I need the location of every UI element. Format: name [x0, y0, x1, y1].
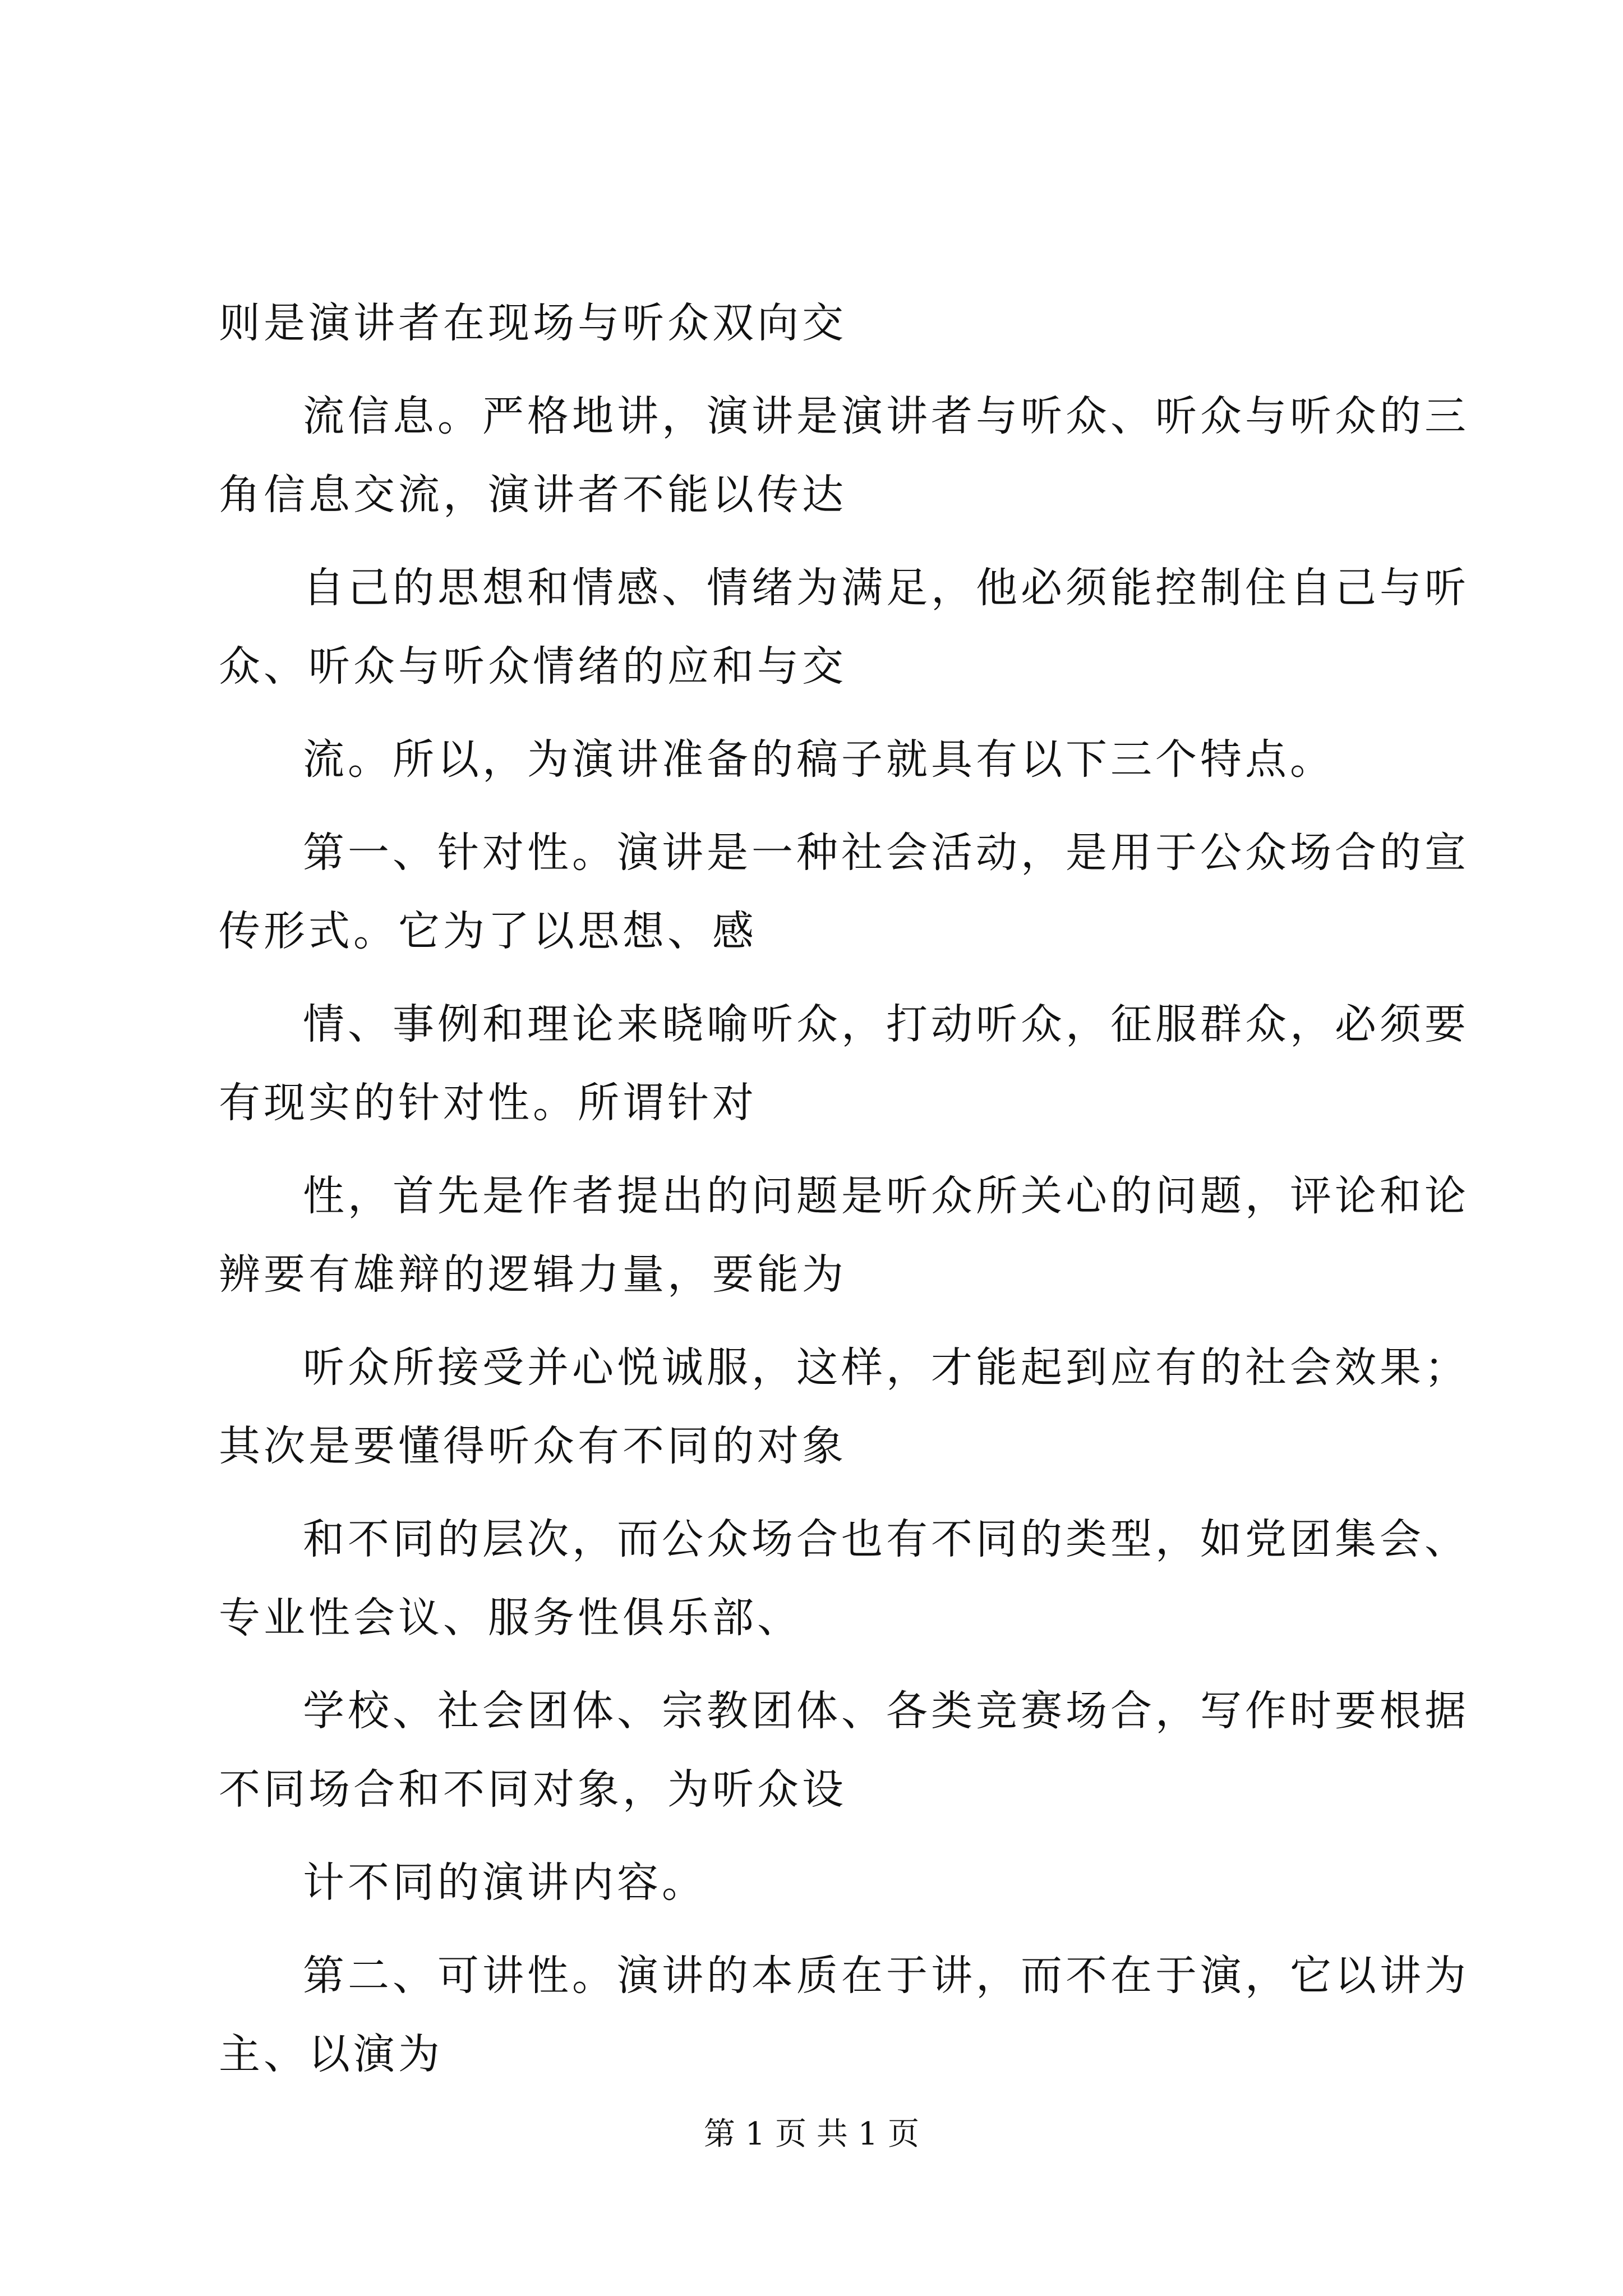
text-line: 自己的思想和情感、情绪为满足，他必须能控制住自己与听	[303, 564, 1469, 612]
text-line: 众、听众与听众情绪的应和与交	[219, 642, 847, 691]
text-line: 听众所接受并心悦诚服，这样，才能起到应有的社会效果；	[303, 1343, 1469, 1392]
text-line: 流。所以，为演讲准备的稿子就具有以下三个特点。	[303, 735, 1335, 784]
text-line: 性，首先是作者提出的问题是听众所关心的问题，评论和论	[303, 1172, 1469, 1220]
page-footer: 第 1 页 共 1 页	[703, 2116, 920, 2152]
body-text	[219, 300, 1481, 2077]
text-line: 第一、针对性。演讲是一种社会活动，是用于公众场合的宣	[303, 829, 1469, 877]
text-line: 专业性会议、服务性俱乐部、	[219, 1594, 802, 1642]
text-line: 角信息交流，演讲者不能以传达	[219, 471, 847, 519]
text-line: 情、事例和理论来晓喻听众，打动听众，征服群众，必须要	[303, 1000, 1469, 1048]
text-line: 和不同的层次，而公众场合也有不同的类型，如党团集会、	[303, 1515, 1469, 1563]
text-line: 辨要有雄辩的逻辑力量，要能为	[219, 1250, 847, 1299]
text-line: 则是演讲者在现场与听众双向交	[219, 299, 847, 347]
text-line: 不同场合和不同对象，为听众设	[219, 1765, 847, 1814]
text-line: 传形式。它为了以思想、感	[219, 907, 757, 955]
text-line: 计不同的演讲内容。	[303, 1858, 707, 1907]
text-line: 第二、可讲性。演讲的本质在于讲，而不在于演，它以讲为	[303, 1952, 1469, 2000]
text-line: 有现实的针对性。所谓针对	[219, 1079, 757, 1127]
text-line: 流信息。严格地讲，演讲是演讲者与听众、听众与听众的三	[303, 392, 1469, 440]
text-line: 主、以演为	[219, 2030, 443, 2078]
text-line: 学校、社会团体、宗教团体、各类竞赛场合，写作时要根据	[303, 1687, 1469, 1735]
text-line: 其次是要懂得听众有不同的对象	[219, 1422, 847, 1470]
